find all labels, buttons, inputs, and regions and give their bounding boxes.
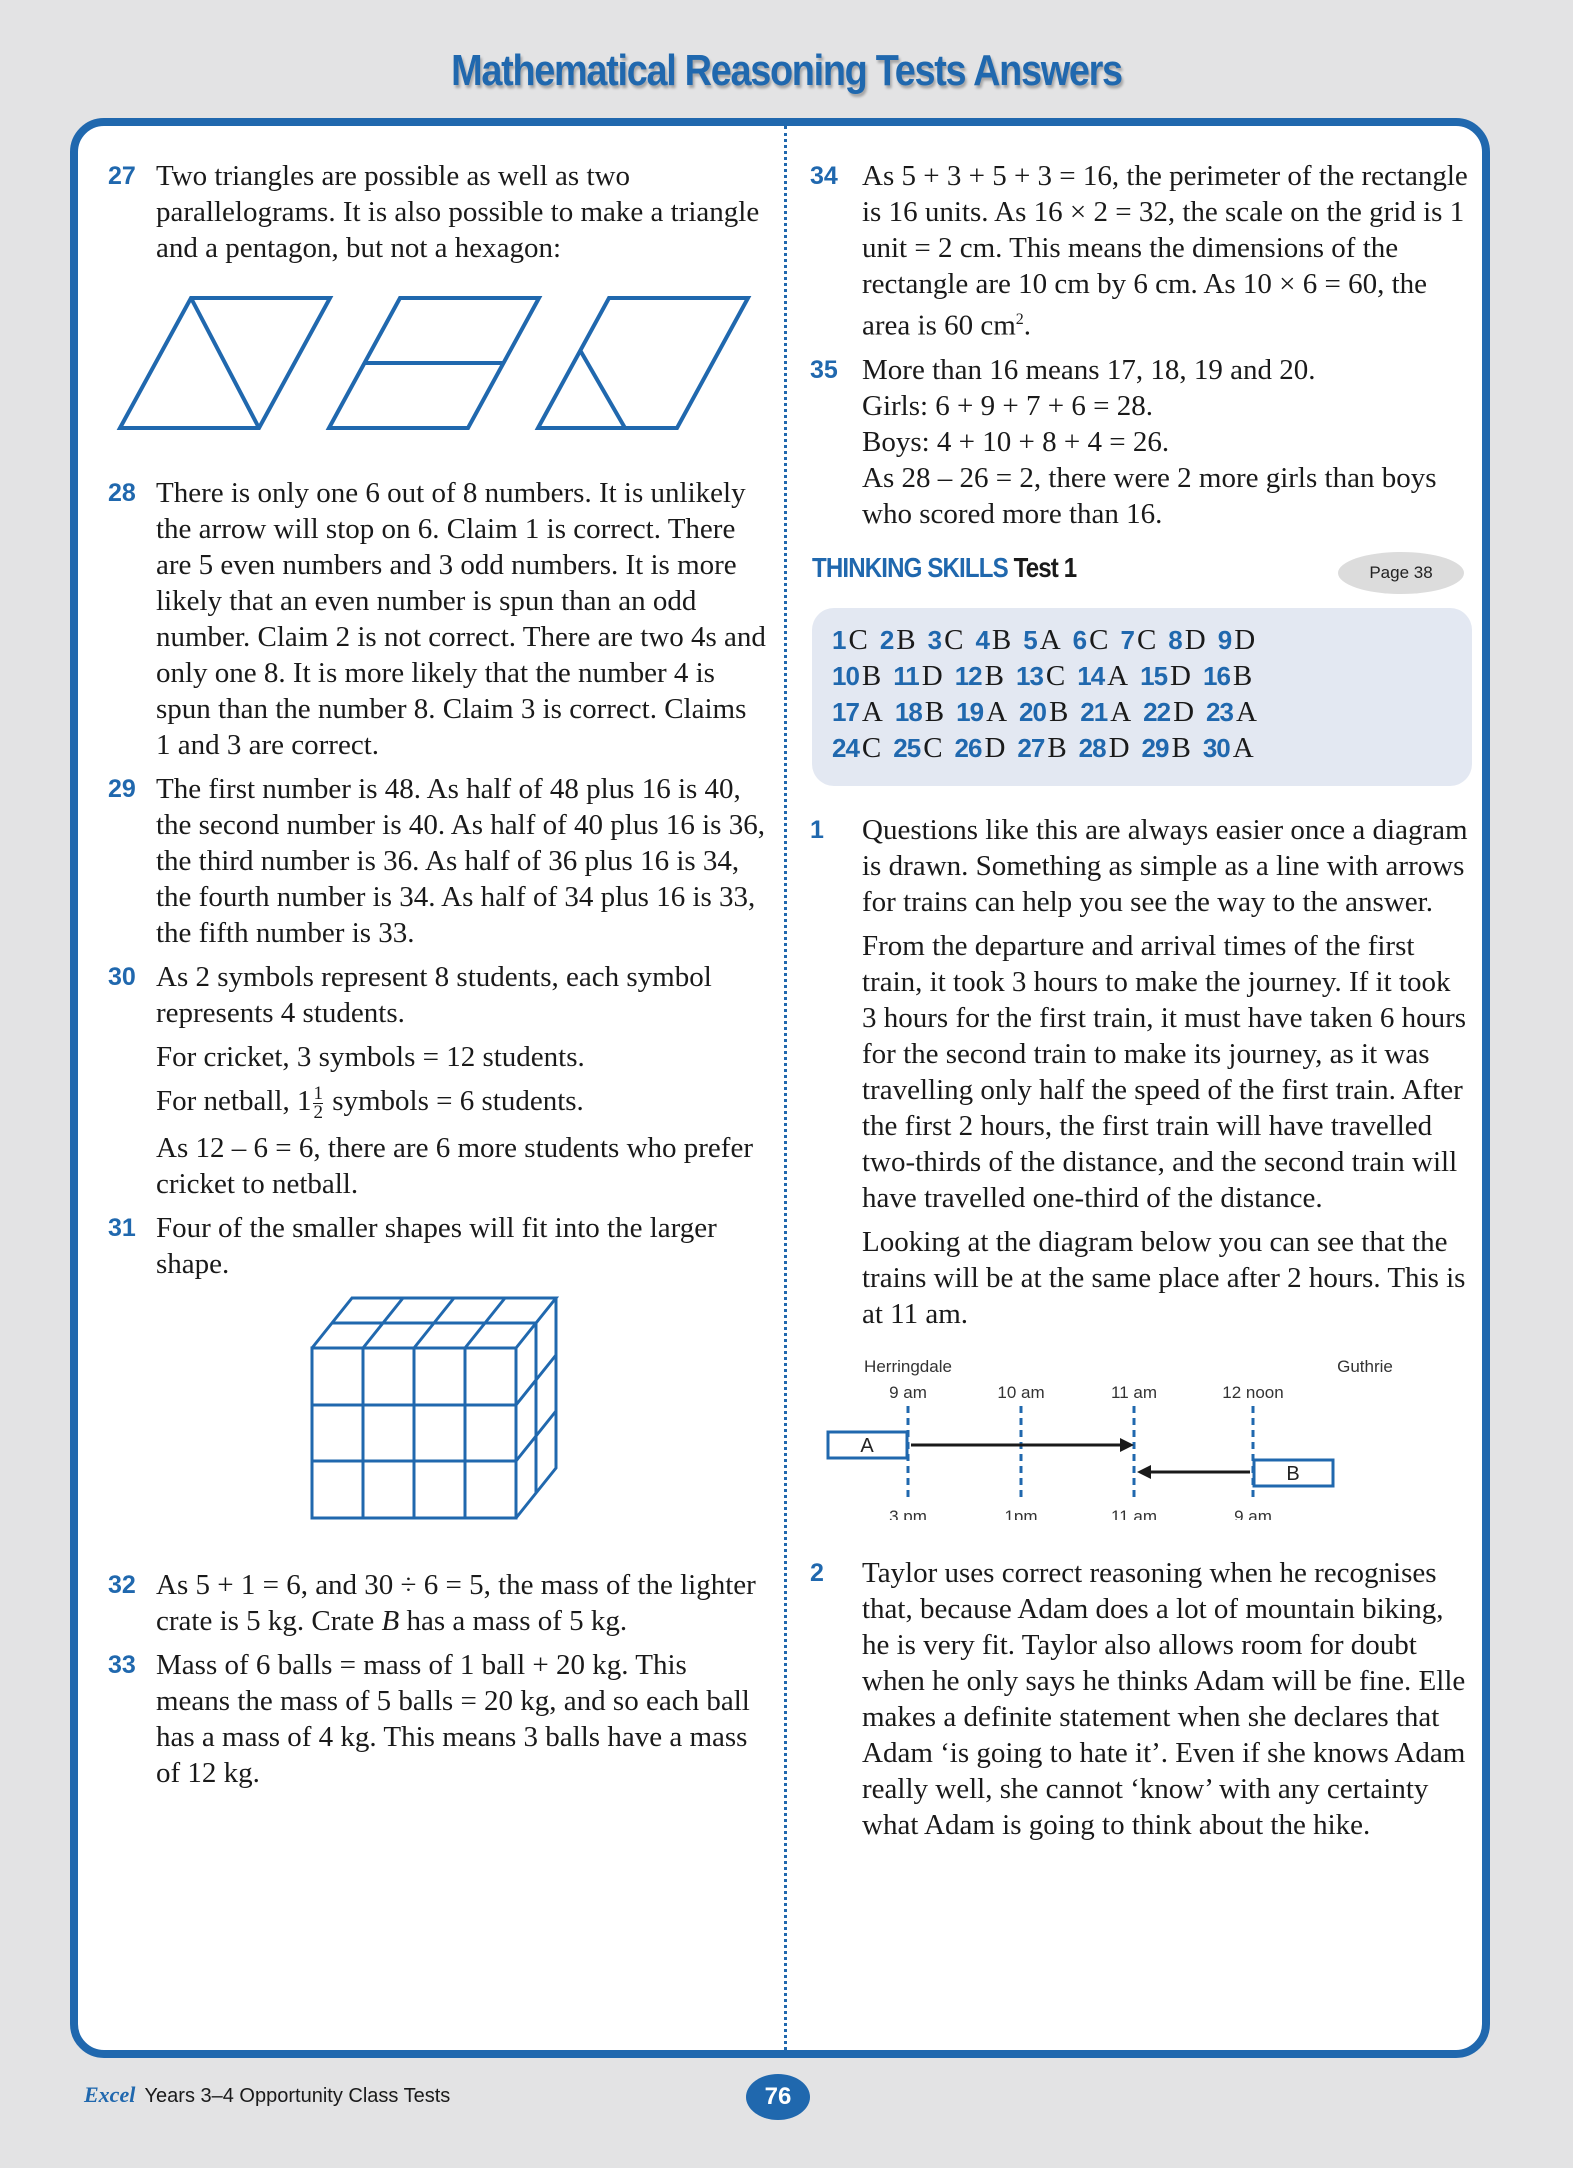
answer-text-fraction: For netball, 1 $\frac{1}{2}$ symbols = 6 students. (156, 1082, 584, 1123)
svg-text:Guthrie: Guthrie (1337, 1356, 1393, 1376)
arrow-left-icon (1137, 1465, 1151, 1479)
answer-letter: A (861, 695, 883, 728)
answer-letter: C (1089, 623, 1109, 656)
page-reference-badge: Page 38 (1338, 552, 1464, 594)
answer-number: 11 (893, 660, 919, 691)
fraction: $\frac{1}{2}$ (313, 1082, 323, 1123)
answer-number: 22 (1143, 696, 1171, 727)
answer-33 (106, 1647, 766, 1791)
answer-text: Girls: 6 + 9 + 7 + 6 = 28. (862, 389, 1153, 422)
answer-number: 5 (1023, 624, 1037, 655)
question-number: 28 (108, 479, 136, 507)
answer-letter: B (1232, 659, 1253, 692)
answer-letter: B (991, 623, 1012, 656)
answer-text: Boys: 4 + 10 + 8 + 4 = 26. (862, 425, 1170, 458)
answer-28 (106, 475, 766, 763)
answer-letter: D (984, 731, 1006, 764)
answer-text: More than 16 means 17, 18, 19 and 20. (862, 353, 1316, 386)
column-divider (784, 126, 787, 2056)
svg-text:A: A (860, 1434, 874, 1457)
answer-27 (106, 158, 766, 266)
answer-letter: C (944, 623, 964, 656)
answer-letter: C (1136, 623, 1157, 656)
answer-text: Four of the smaller shapes will fit into the larger shape. (156, 1211, 717, 1280)
answer-letter: D (1234, 623, 1256, 656)
svg-text:10 am: 10 am (997, 1382, 1045, 1402)
answer-number: 2 (879, 624, 894, 655)
answer-letter: D (1184, 623, 1206, 656)
answer-number: 16 (1203, 660, 1230, 691)
svg-text:12 noon: 12 noon (1222, 1382, 1284, 1402)
answer-number: 13 (1015, 660, 1043, 691)
answer-number: 19 (956, 696, 984, 727)
answer-number: 28 (1078, 732, 1106, 763)
answer-text: From the departure and arrival times of the first train, it took 3 hours to make the journey. If it took 3 hours for the first train, it must have taken 6 hours for the second train to make its journey, as it was travelling only half the speed of the first train. After the first 2 hours, the first train will have travelled two-thirds of the distance, and the second train will have travelled one-third of the distance. (862, 929, 1467, 1214)
parallelogram-figure (106, 278, 766, 453)
answer-number: 30 (1202, 732, 1230, 763)
left-column (106, 158, 766, 1799)
answer-number: 25 (893, 732, 921, 763)
answer-row (832, 730, 1452, 766)
answer-number: 27 (1017, 732, 1045, 763)
answer-text: The first number is 48. As half of 48 plus 16 is 40, the second number is 40. As half of 40 plus 16 is 36, the third number is 36. As half of 36 plus 16 is 34, the fourth number is 34. As half of 34 plus 16 is 33, the fifth number is 33. (156, 773, 765, 949)
answer-letter: D (921, 659, 943, 692)
answer-letter: B (924, 695, 945, 728)
footer-title: Excel Years 3–4 Opportunity Class Tests (84, 2082, 451, 2107)
answer-text: For cricket, 3 symbols = 12 students. (156, 1041, 585, 1073)
answer-letter: D (1170, 659, 1191, 692)
answer-31 (106, 1210, 766, 1282)
answer-letter: D (1108, 731, 1130, 764)
svg-text:9 am: 9 am (889, 1382, 927, 1402)
answer-text: As 2 symbols represent 8 students, each symbol represents 4 students. (156, 961, 712, 1029)
answer-text: Questions like this are always easier once a diagram is drawn. Something as simple as a line with arrows for trains can help you see the way to the answer. (862, 813, 1468, 918)
answer-number: 23 (1206, 696, 1233, 727)
right-column (812, 158, 1472, 1851)
answer-30 (106, 959, 766, 1202)
cuboid-grid-diagram (106, 1290, 766, 1540)
page-title: Mathematical Reasoning Tests Answers (451, 46, 1122, 95)
answer-text: Mass of 6 balls = mass of 1 ball + 20 kg. This means the mass of 5 balls = 20 kg, and so each ball has a mass of 4 kg. This means 3 balls have a mass of 12 kg. (156, 1648, 750, 1789)
answer-letter: A (1039, 623, 1061, 656)
answer-number: 14 (1077, 660, 1105, 691)
answer-letter: C (861, 731, 882, 764)
answer-letter: C (848, 623, 868, 656)
answer-29 (106, 771, 766, 951)
section-heading (812, 552, 1472, 596)
answer-letter: D (1173, 695, 1195, 728)
question-number: 29 (108, 775, 136, 803)
answer-letter: B (896, 623, 916, 656)
thinking-answer-1 (812, 812, 1472, 1332)
answer-text: Looking at the diagram below you can see that the trains will be at the same place after 2 hours. This is at 11 am. (862, 1225, 1466, 1330)
answer-number: 18 (894, 696, 922, 727)
question-number: 1 (810, 815, 824, 844)
answer-number: 8 (1168, 624, 1182, 655)
svg-text:1pm: 1pm (1004, 1506, 1038, 1520)
answer-letter: A (1110, 695, 1132, 728)
answer-number: 10 (832, 660, 859, 691)
answer-letter: A (1232, 731, 1254, 764)
question-number: 27 (108, 162, 136, 190)
train-timeline-diagram (812, 1350, 1472, 1520)
answer-row (832, 658, 1452, 694)
brand-name: Excel (84, 2082, 136, 2107)
answer-number: 17 (832, 696, 859, 727)
answer-row (832, 622, 1452, 658)
question-number: 33 (108, 1650, 136, 1679)
answer-number: 7 (1120, 624, 1134, 655)
answer-letter: B (861, 659, 882, 692)
answer-number: 26 (954, 732, 982, 763)
question-number: 31 (108, 1213, 136, 1242)
answer-number: 24 (832, 732, 859, 763)
answer-letter: A (1107, 659, 1129, 692)
answer-number: 29 (1141, 732, 1169, 763)
section-title: THINKING SKILLS Test 1 (812, 551, 1077, 583)
answer-text: As 5 + 1 = 6, and 30 ÷ 6 = 5, the mass of the lighter crate is 5 kg. Crate B has a mass of 5 kg. (156, 1568, 756, 1637)
question-number: 30 (108, 963, 136, 991)
question-number: 35 (810, 355, 838, 384)
answer-text: As 12 – 6 = 6, there are 6 more students who prefer cricket to netball. (156, 1131, 753, 1200)
answer-letter: B (984, 659, 1004, 692)
answer-number: 12 (954, 660, 982, 691)
answer-letter: B (1047, 731, 1067, 764)
svg-text:B: B (1286, 1462, 1300, 1485)
thinking-answer-2 (812, 1555, 1472, 1843)
answer-number: 1 (832, 624, 846, 655)
answer-number: 15 (1140, 660, 1168, 691)
arrow-right-icon (1120, 1438, 1134, 1452)
answer-text: As 5 + 3 + 5 + 3 = 16, the perimeter of the rectangle is 16 units. As 16 × 2 = 32, the scale on the grid is 1 unit = 2 cm. This means the dimensions of the rectangle are 10 cm by 6 cm. As 10 × 6 = 60, the area is 60 $cm^2$. (862, 160, 1468, 342)
svg-text:3 pm: 3 pm (889, 1506, 927, 1520)
answer-letter: B (1048, 695, 1069, 728)
answer-letter: C (923, 731, 943, 764)
answer-number: 6 (1072, 624, 1087, 655)
answer-row (832, 694, 1452, 730)
question-number: 2 (810, 1558, 824, 1587)
answer-text: As 28 – 26 = 2, there were 2 more girls than boys who scored more than 16. (862, 461, 1437, 530)
answer-number: 4 (975, 624, 989, 655)
answer-35 (812, 352, 1472, 532)
answer-32 (106, 1567, 766, 1639)
answer-number: 20 (1019, 696, 1046, 727)
svg-text:11 am: 11 am (1111, 1382, 1157, 1402)
answer-text: Taylor uses correct reasoning when he recognises that, because Adam does a lot of mountain biking, he is very fit. Taylor also allows room for doubt when he only says he thinks Adam will be fine. Elle makes a definite statement when she declares that Adam ‘is going to hate it’. Even if she knows Adam really well, she cannot ‘know’ with any certainty what Adam is going to think about the hike. (862, 1556, 1466, 1841)
answer-letter: C (1045, 659, 1066, 692)
answer-text: Two triangles are possible as well as two parallelograms. It is also possible to make a triangle and a pentagon, but not a hexagon: (156, 160, 760, 264)
answer-letter: A (986, 695, 1008, 728)
answer-number: 3 (927, 624, 942, 655)
answer-text: There is only one 6 out of 8 numbers. It is unlikely the arrow will stop on 6. Claim 1 is correct. There are 5 even numbers and 3 odd numbers. It is more likely that an even number is spun than an odd number. Claim 2 is not correct. There are two 4s and only one 8. It is more likely that the number 4 is spun than the number 8. Claim 3 is correct. Claims 1 and 3 are correct. (156, 477, 766, 761)
svg-text:11 am: 11 am (1111, 1506, 1157, 1520)
train-diagram (812, 1350, 1472, 1525)
answer-number: 9 (1217, 624, 1232, 655)
answer-letter: A (1235, 695, 1257, 728)
question-number: 34 (810, 162, 838, 190)
answer-key-box (812, 608, 1472, 786)
cuboid-figure (106, 1290, 766, 1545)
answer-34 (812, 158, 1472, 344)
svg-text:9 am: 9 am (1234, 1506, 1272, 1520)
svg-text:Herringdale: Herringdale (864, 1356, 952, 1376)
answer-number: 21 (1080, 696, 1108, 727)
answer-letter: B (1171, 731, 1191, 764)
parallelogram-diagrams (106, 278, 766, 448)
question-number: 32 (108, 1570, 136, 1599)
page-number-badge: 76 (746, 2074, 810, 2120)
